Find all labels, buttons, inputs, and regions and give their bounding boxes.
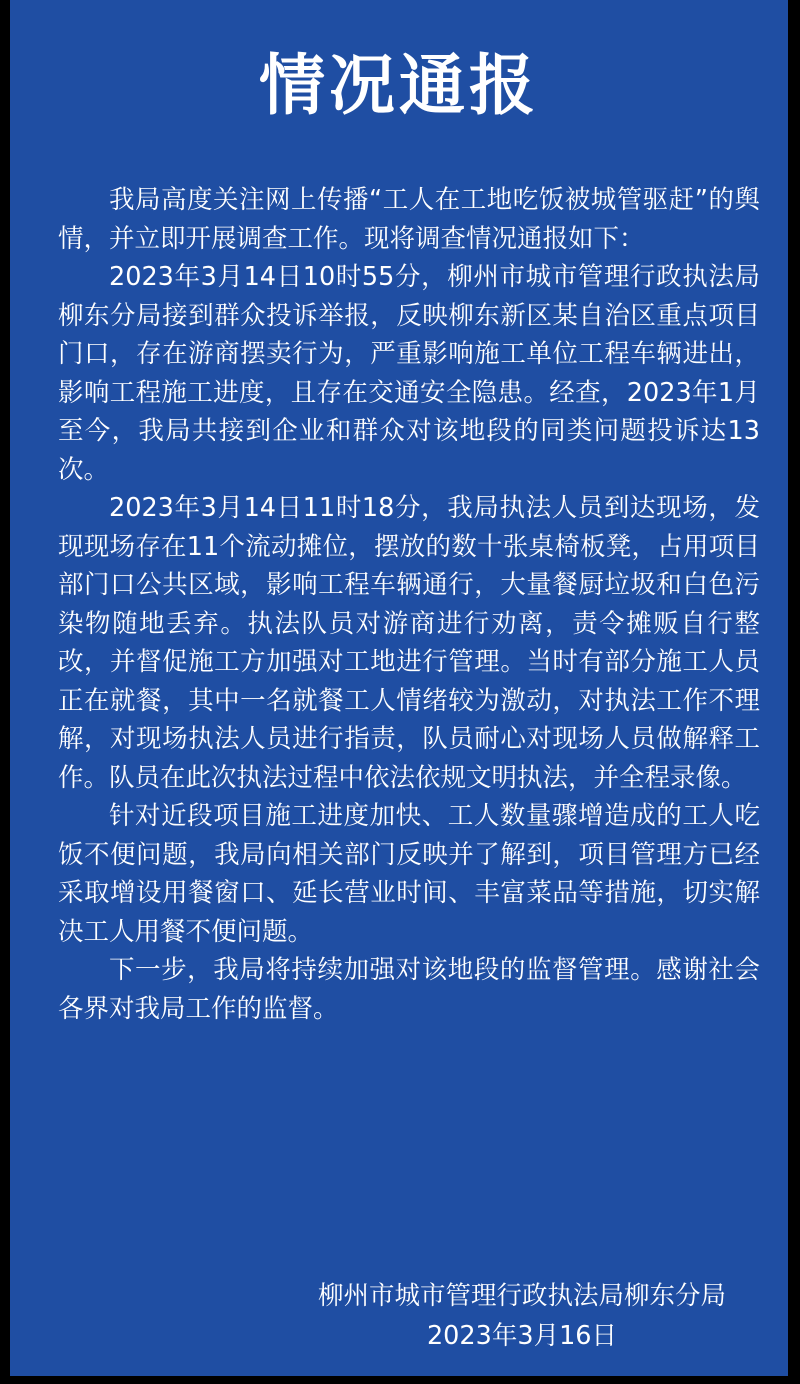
issuing-organization: 柳州市城市管理行政执法局柳东分局 — [317, 1281, 726, 1311]
paragraph-complaint: 2023年3月14日10时55分，柳州市城市管理行政执法局柳东分局接到群众投诉举报，反映柳东新区某自治区重点项目门口，存在游商摆卖行为，严重影响施工单位工程车辆进出，影响工程施工进度，且存在交通安全隐患。经查，2023年1月至今，我局共接到企业和群众对该地段的同类问题投诉达13次。 — [58, 262, 760, 485]
paragraph-intro: 我局高度关注网上传播“工人在工地吃饭被城管驱赶”的舆情，并立即开展调查工作。现将调查情况通报如下： — [58, 185, 760, 254]
notice-title: 情况通报 — [259, 47, 539, 124]
issue-date: 2023年3月16日 — [426, 1321, 618, 1351]
paragraph-next-steps: 下一步，我局将持续加强对该地段的监督管理。感谢社会各界对我局工作的监督。 — [58, 955, 760, 1024]
paragraph-measures: 针对近段项目施工进度加快、工人数量骤增造成的工人吃饭不便问题，我局向相关部门反映并了解到，项目管理方已经采取增设用餐窗口、延长营业时间、丰富菜品等措施，切实解决工人用餐不便问题。 — [58, 801, 760, 947]
signature-block — [318, 1276, 726, 1356]
notice-panel — [10, 0, 788, 1376]
notice-body — [58, 181, 760, 1028]
paragraph-enforcement: 2023年3月14日11时18分，我局执法人员到达现场，发现现场存在11个流动摊位，摆放的数十张桌椅板凳，占用项目部门口公共区域，影响工程车辆通行，大量餐厨垃圾和白色污染物随地丢弃。执法队员对游商进行劝离，责令摊贩自行整改，并督促施工方加强对工地进行管理。当时有部分施工人员正在就餐，其中一名就餐工人情绪较为激动，对执法工作不理解，对现场执法人员进行指责，队员耐心对现场人员做解释工作。队员在此次执法过程中依法依规文明执法，并全程录像。 — [58, 493, 760, 793]
